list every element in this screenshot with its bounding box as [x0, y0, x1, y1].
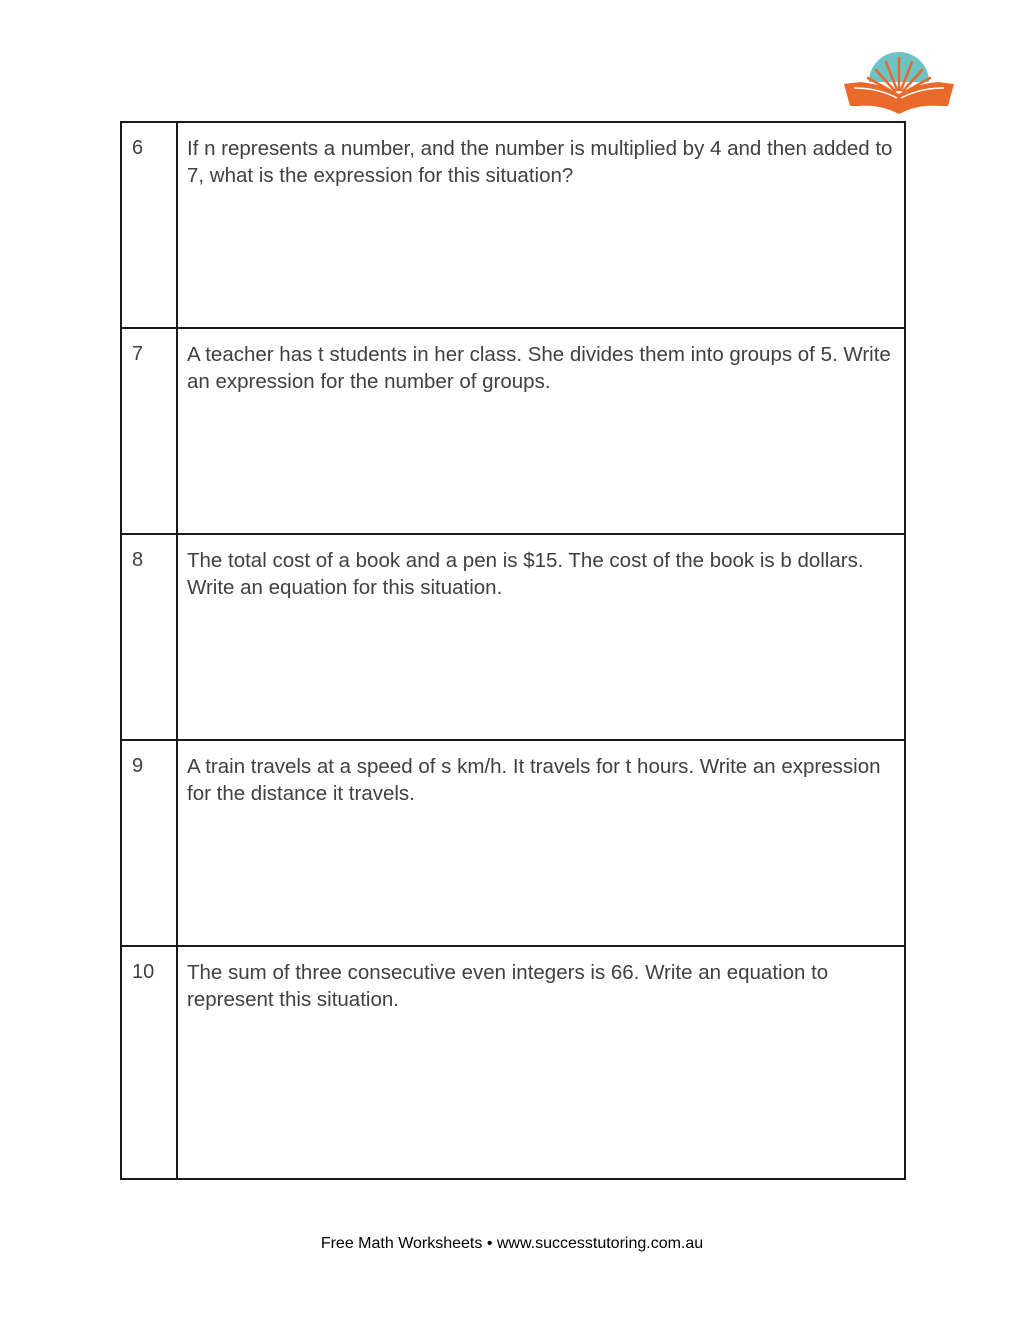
logo: [840, 44, 958, 118]
question-text: The sum of three consecutive even integers is 66. Write an equation to represent this situation.: [177, 946, 905, 1179]
question-text: If n represents a number, and the number is multiplied by 4 and then added to 7, what is the expression for this situation?: [177, 122, 905, 328]
question-text: A train travels at a speed of s km/h. It travels for t hours. Write an expression for the distance it travels.: [177, 740, 905, 946]
question-number: 10: [121, 946, 177, 1179]
question-text: A teacher has t students in her class. She divides them into groups of 5. Write an expression for the number of groups.: [177, 328, 905, 534]
footer-text: Free Math Worksheets • www.successtutoring.com.au: [320, 1235, 704, 1252]
question-number: 8: [121, 534, 177, 740]
question-row: [121, 328, 905, 534]
question-row: [121, 534, 905, 740]
question-number: 6: [121, 122, 177, 328]
question-number: 9: [121, 740, 177, 946]
question-row: [121, 946, 905, 1179]
question-row: [121, 740, 905, 946]
question-table: [120, 121, 906, 1180]
question-number: 7: [121, 328, 177, 534]
question-text: The total cost of a book and a pen is $15. The cost of the book is b dollars. Write an equation for this situation.: [177, 534, 905, 740]
question-row: [121, 122, 905, 328]
open-book-sunrise-icon: [840, 44, 958, 118]
